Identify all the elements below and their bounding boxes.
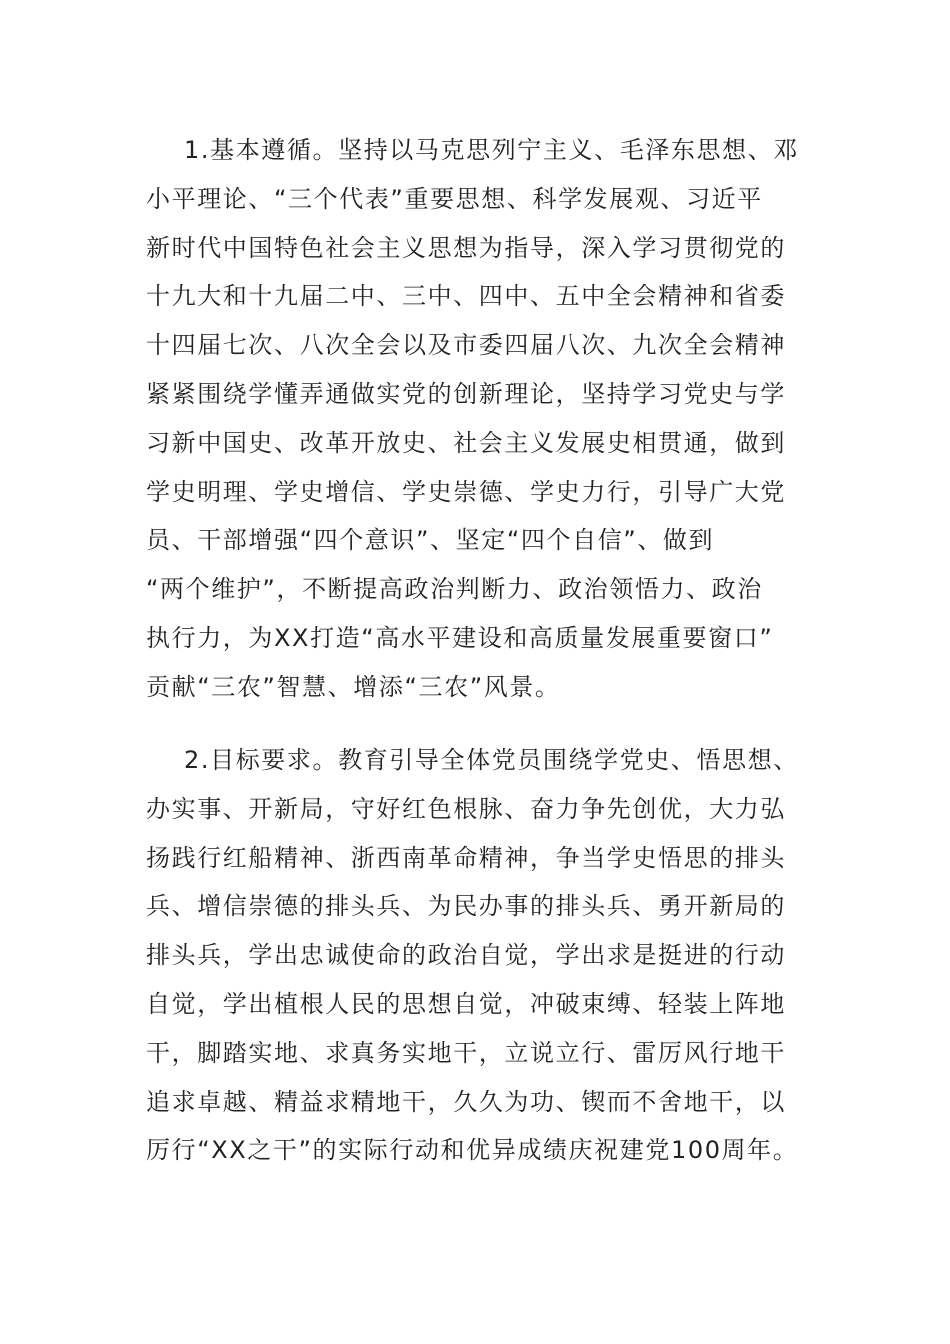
paragraph-line: 十四届七次、八次全会以及市委四届八次、九次全会精神 (146, 331, 786, 360)
paragraph-line: 厉行“XX之干”的实际行动和优异成绩庆祝建党100周年。 (146, 1136, 799, 1165)
paragraph-line: 小平理论、“三个代表”重要思想、科学发展观、习近平 (146, 184, 763, 213)
paragraph-line: 兵、增信崇德的排头兵、为民办事的排头兵、勇开新局的 (146, 892, 786, 921)
paragraph-goals-requirements (146, 736, 816, 1175)
paragraph-line: 执行力，为XX打造“高水平建设和高质量发展重要窗口” (146, 623, 774, 652)
paragraph-line: “两个维护”，不断提高政治判断力、政治领悟力、政治 (146, 575, 763, 604)
paragraph-line: 2.目标要求。教育引导全体党员围绕学党史、悟思想、 (184, 746, 799, 774)
paragraph-line: 追求卓越、精益求精地干，久久为功、锲而不舍地干，以 (146, 1087, 786, 1116)
paragraph-line: 干，脚踏实地、求真务实地干，立说立行、雷厉风行地干 (146, 1038, 786, 1067)
paragraph-line: 学史明理、学史增信、学史崇德、学史力行，引导广大党 (146, 477, 786, 506)
paragraph-line: 新时代中国特色社会主义思想为指导，深入学习贯彻党的 (146, 233, 786, 262)
paragraph-line: 习新中国史、改革开放史、社会主义发展史相贯通，做到 (146, 428, 786, 457)
paragraph-line: 紧紧围绕学懂弄通做实党的创新理论，坚持学习党史与学 (146, 379, 786, 408)
paragraph-line: 贡献“三农”智慧、增添“三农”风景。 (146, 672, 561, 701)
paragraph-basic-principles (146, 126, 816, 712)
paragraph-line: 十九大和十九届二中、三中、四中、五中全会精神和省委 (146, 282, 786, 311)
paragraph-line: 排头兵，学出忠诚使命的政治自觉，学出求是挺进的行动 (146, 941, 786, 970)
paragraph-line: 员、干部增强“四个意识”、坚定“四个自信”、做到 (146, 526, 715, 555)
paragraph-line: 办实事、开新局，守好红色根脉、奋力争先创优，大力弘 (146, 794, 786, 823)
paragraph-line: 自觉，学出植根人民的思想自觉，冲破束缚、轻装上阵地 (146, 989, 786, 1018)
paragraph-line: 扬践行红船精神、浙西南革命精神，争当学史悟思的排头 (146, 843, 786, 872)
paragraph-line: 1.基本遵循。坚持以马克思列宁主义、毛泽东思想、邓 (184, 136, 799, 164)
